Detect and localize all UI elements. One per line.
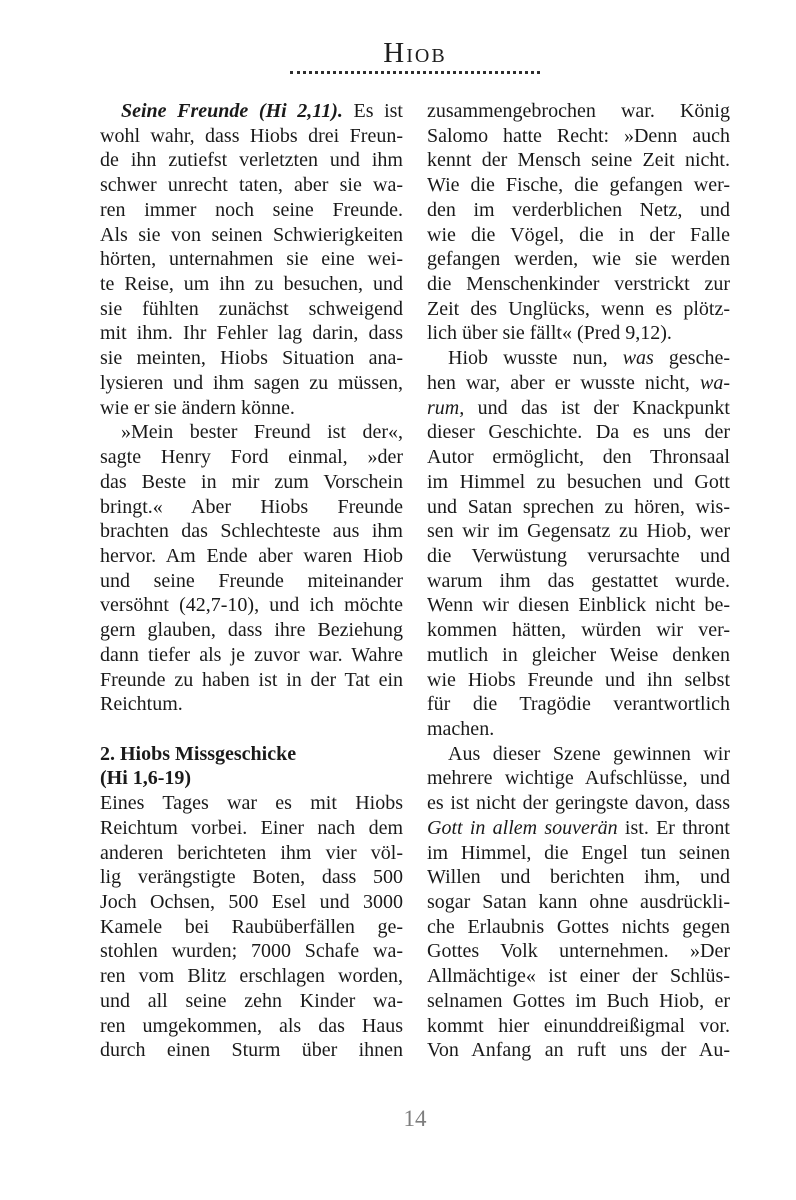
text-run: Gottes Volk unternehmen. »Der <box>427 940 730 963</box>
text-run: wa- <box>700 371 730 394</box>
text-run: brachten das Schlechteste aus ihm <box>100 520 403 543</box>
text-run: versöhnt (42,7-10), und ich möchte <box>100 594 403 617</box>
running-head-title: Hiob <box>383 37 447 69</box>
text-line <box>100 569 403 594</box>
text-line <box>100 841 403 866</box>
header-dotted-rule <box>290 71 540 74</box>
text-run: Allmächtige« ist einer der Schlüs- <box>427 965 730 988</box>
text-line <box>427 544 730 569</box>
text-run: ren vom Blitz erschlagen worden, <box>100 965 403 988</box>
text-columns <box>100 99 730 1063</box>
text-line <box>427 124 730 149</box>
text-run: gefangen werden, wie sie werden <box>427 248 730 271</box>
text-line <box>100 643 403 668</box>
text-line <box>100 668 403 693</box>
text-line <box>100 593 403 618</box>
page-number: 14 <box>403 1106 427 1131</box>
text-line <box>100 173 403 198</box>
text-line <box>427 519 730 544</box>
text-run: und seine Freunde miteinander <box>100 569 403 592</box>
text-line <box>100 99 403 124</box>
text-run: anderen berichteten ihm vier völ- <box>100 841 403 864</box>
text-line <box>427 148 730 173</box>
text-line <box>427 692 730 717</box>
text-line <box>427 1014 730 1039</box>
text-run: Salomo hatte Recht: »Denn auch <box>427 124 730 147</box>
text-line <box>427 495 730 520</box>
text-run: Als sie von seinen Schwierigkeiten <box>100 223 403 246</box>
text-run: gesche- <box>653 347 730 370</box>
text-line <box>427 247 730 272</box>
text-line <box>427 99 730 124</box>
text-line <box>427 396 730 421</box>
text-line <box>100 148 403 173</box>
text-run: Joch Ochsen, 500 Esel und 3000 <box>100 891 403 913</box>
text-line <box>427 939 730 964</box>
text-line <box>427 989 730 1014</box>
text-line <box>427 223 730 248</box>
text-run: hervor. Am Ende aber waren Hiob <box>100 544 403 567</box>
text-line <box>100 346 403 371</box>
text-run: Reichtum vorbei. Einer nach dem <box>100 816 403 839</box>
text-line <box>100 495 403 520</box>
text-line <box>100 223 403 248</box>
text-run: mutlich in gleicher Weise denken <box>427 643 730 666</box>
text-line <box>427 890 730 915</box>
text-run: Willen und berichten ihm, und <box>427 866 730 889</box>
text-line <box>100 445 403 470</box>
text-line <box>100 890 403 915</box>
text-run: mit ihm. Ihr Fehler lag darin, dass <box>100 322 403 345</box>
text-run: bringt.« Aber Hiobs Freunde <box>100 495 403 518</box>
text-run: Wie die Fische, die gefangen wer- <box>427 174 730 197</box>
text-run: warum ihm das gestattet wurde. <box>427 569 730 592</box>
text-run: dann tiefer als je zuvor war. Wahre <box>100 643 403 666</box>
text-run: hörten, unternahmen sie eine wei- <box>100 248 403 271</box>
text-line <box>427 272 730 297</box>
text-run: Kamele bei Raubüberfällen ge- <box>100 915 403 938</box>
text-line <box>427 865 730 890</box>
text-run: wie Hiobs Freunde und ihn selbst <box>427 668 730 691</box>
text-line <box>427 915 730 940</box>
text-run: und all seine zehn Kinder wa- <box>100 989 403 1012</box>
text-run: de ihn zutiefst verletzten und ihm <box>100 149 403 172</box>
text-run: te Reise, um ihn zu besuchen, und <box>100 273 403 296</box>
text-run: sogar Satan kann ohne ausdrückli- <box>427 891 730 913</box>
text-line <box>100 1014 403 1039</box>
text-run: lich über sie fällt« (Pred 9,12). <box>427 322 672 345</box>
text-line <box>427 1038 730 1063</box>
text-line <box>100 272 403 297</box>
text-run: es ist nicht der geringste davon, dass <box>427 792 730 815</box>
column-right <box>427 99 730 1063</box>
text-line <box>427 470 730 495</box>
text-run: und Satan sprechen zu hören, wis- <box>427 495 730 518</box>
text-line <box>100 989 403 1014</box>
text-run: dieser Geschichte. Da es uns der <box>427 421 730 444</box>
text-run: che Erlaubnis Gottes nichts gegen <box>427 915 730 938</box>
text-line <box>427 321 730 346</box>
text-line <box>100 915 403 940</box>
text-run: »Mein bester Freund ist der«, <box>121 421 403 444</box>
text-line <box>427 445 730 470</box>
text-run: wie er sie ändern könne. <box>100 396 295 419</box>
text-line <box>427 346 730 371</box>
section-heading-line <box>100 742 403 767</box>
column-left <box>100 99 403 1063</box>
text-run: Es ist <box>342 100 403 122</box>
text-line <box>100 247 403 272</box>
text-run: Eines Tages war es mit Hiobs <box>100 792 403 815</box>
text-run: die Verwüstung verursachte und <box>427 544 730 567</box>
text-line <box>100 618 403 643</box>
text-run: ist. Er thront <box>617 816 730 839</box>
text-line <box>427 816 730 841</box>
text-run: Hiob wusste nun, <box>448 347 623 370</box>
text-line <box>427 668 730 693</box>
text-run: Reichtum. <box>100 693 183 716</box>
text-run: sagte Henry Ford einmal, »der <box>100 446 403 469</box>
text-run: durch einen Sturm über ihnen <box>100 1039 403 1062</box>
text-run: im Himmel, die Engel tun seinen <box>427 841 730 864</box>
text-run: Aus dieser Szene gewinnen wir <box>448 742 730 765</box>
text-line <box>100 124 403 149</box>
text-line <box>427 371 730 396</box>
text-line <box>100 865 403 890</box>
text-line <box>100 321 403 346</box>
text-line <box>427 964 730 989</box>
blank-line <box>100 717 403 742</box>
text-line <box>427 791 730 816</box>
text-run: sen wir im Gegensatz zu Hiob, wer <box>427 520 730 543</box>
text-run: (Hi 1,6-19) <box>100 767 192 790</box>
text-run: zusammengebrochen war. König <box>427 100 730 122</box>
text-line <box>100 692 403 717</box>
text-line <box>100 816 403 841</box>
text-run: lig verängstigte Boten, dass 500 <box>100 866 403 889</box>
text-line <box>427 420 730 445</box>
text-line <box>100 791 403 816</box>
text-run: Seine Freunde (Hi 2,11). <box>121 100 343 122</box>
text-line <box>100 519 403 544</box>
text-line <box>427 297 730 322</box>
text-run: ren immer noch seine Freunde. <box>100 198 403 221</box>
text-line <box>427 198 730 223</box>
text-run: Gott in allem souverän <box>427 816 618 839</box>
text-line <box>427 841 730 866</box>
text-run: den im verderblichen Netz, und <box>427 198 730 221</box>
text-line <box>100 1038 403 1063</box>
text-run: das Beste in mir zum Vorschein <box>100 470 403 493</box>
text-line <box>427 742 730 767</box>
text-run: Zeit des Unglücks, wenn es plötz- <box>427 297 730 320</box>
text-line <box>427 717 730 742</box>
text-run: im Himmel zu besuchen und Gott <box>427 470 730 493</box>
text-run: wie die Vögel, die in der Falle <box>427 223 730 246</box>
text-line <box>100 470 403 495</box>
text-run: für die Tragödie verantwortlich <box>427 693 730 716</box>
text-run: kommt hier einunddreißigmal vor. <box>427 1014 730 1037</box>
text-run: rum, <box>427 396 465 419</box>
text-run: und das ist der Knackpunkt <box>464 396 730 419</box>
text-run: mehrere wichtige Aufschlüsse, und <box>427 767 730 790</box>
text-run: Wenn wir diesen Einblick nicht be- <box>427 594 730 617</box>
text-run: kommen hätten, würden wir ver- <box>427 619 730 642</box>
text-line <box>100 420 403 445</box>
text-run: gern glauben, dass ihre Beziehung <box>100 619 403 642</box>
text-run: stohlen wurden; 7000 Schafe wa- <box>100 940 403 963</box>
text-line <box>427 618 730 643</box>
text-line <box>100 964 403 989</box>
text-run: Freunde zu haben ist in der Tat ein <box>100 668 403 691</box>
text-line <box>100 544 403 569</box>
text-line <box>100 297 403 322</box>
text-run: wohl wahr, dass Hiobs drei Freun- <box>100 124 403 147</box>
text-run: was <box>622 347 654 370</box>
text-run: lysieren und ihm sagen zu müssen, <box>100 371 403 394</box>
text-line <box>100 396 403 421</box>
text-run: Von Anfang an ruft uns der Au- <box>427 1039 730 1062</box>
text-line <box>100 198 403 223</box>
text-line <box>427 173 730 198</box>
section-heading-line <box>100 766 403 791</box>
text-run: ren umgekommen, als das Haus <box>100 1014 403 1037</box>
text-run: kennt der Mensch seine Zeit nicht. <box>427 149 730 172</box>
page-header <box>100 38 730 74</box>
text-run: schwer unrecht taten, aber sie wa- <box>100 174 403 197</box>
text-line <box>100 939 403 964</box>
text-run: Autor ermöglicht, den Thronsaal <box>427 446 730 469</box>
text-run: machen. <box>427 717 495 740</box>
text-line <box>100 371 403 396</box>
text-line <box>427 643 730 668</box>
text-run: 2. Hiobs Missgeschicke <box>100 742 297 765</box>
text-run: hen war, aber er wusste nicht, <box>427 371 700 394</box>
text-line <box>427 569 730 594</box>
text-line <box>427 593 730 618</box>
text-run: sie fühlten zunächst schweigend <box>100 297 403 320</box>
text-run: sie meinten, Hiobs Situation ana- <box>100 347 403 370</box>
text-line <box>427 766 730 791</box>
text-run: die Menschenkinder verstrickt zur <box>427 273 730 296</box>
text-run: selnamen Gottes im Buch Hiob, er <box>427 989 730 1012</box>
